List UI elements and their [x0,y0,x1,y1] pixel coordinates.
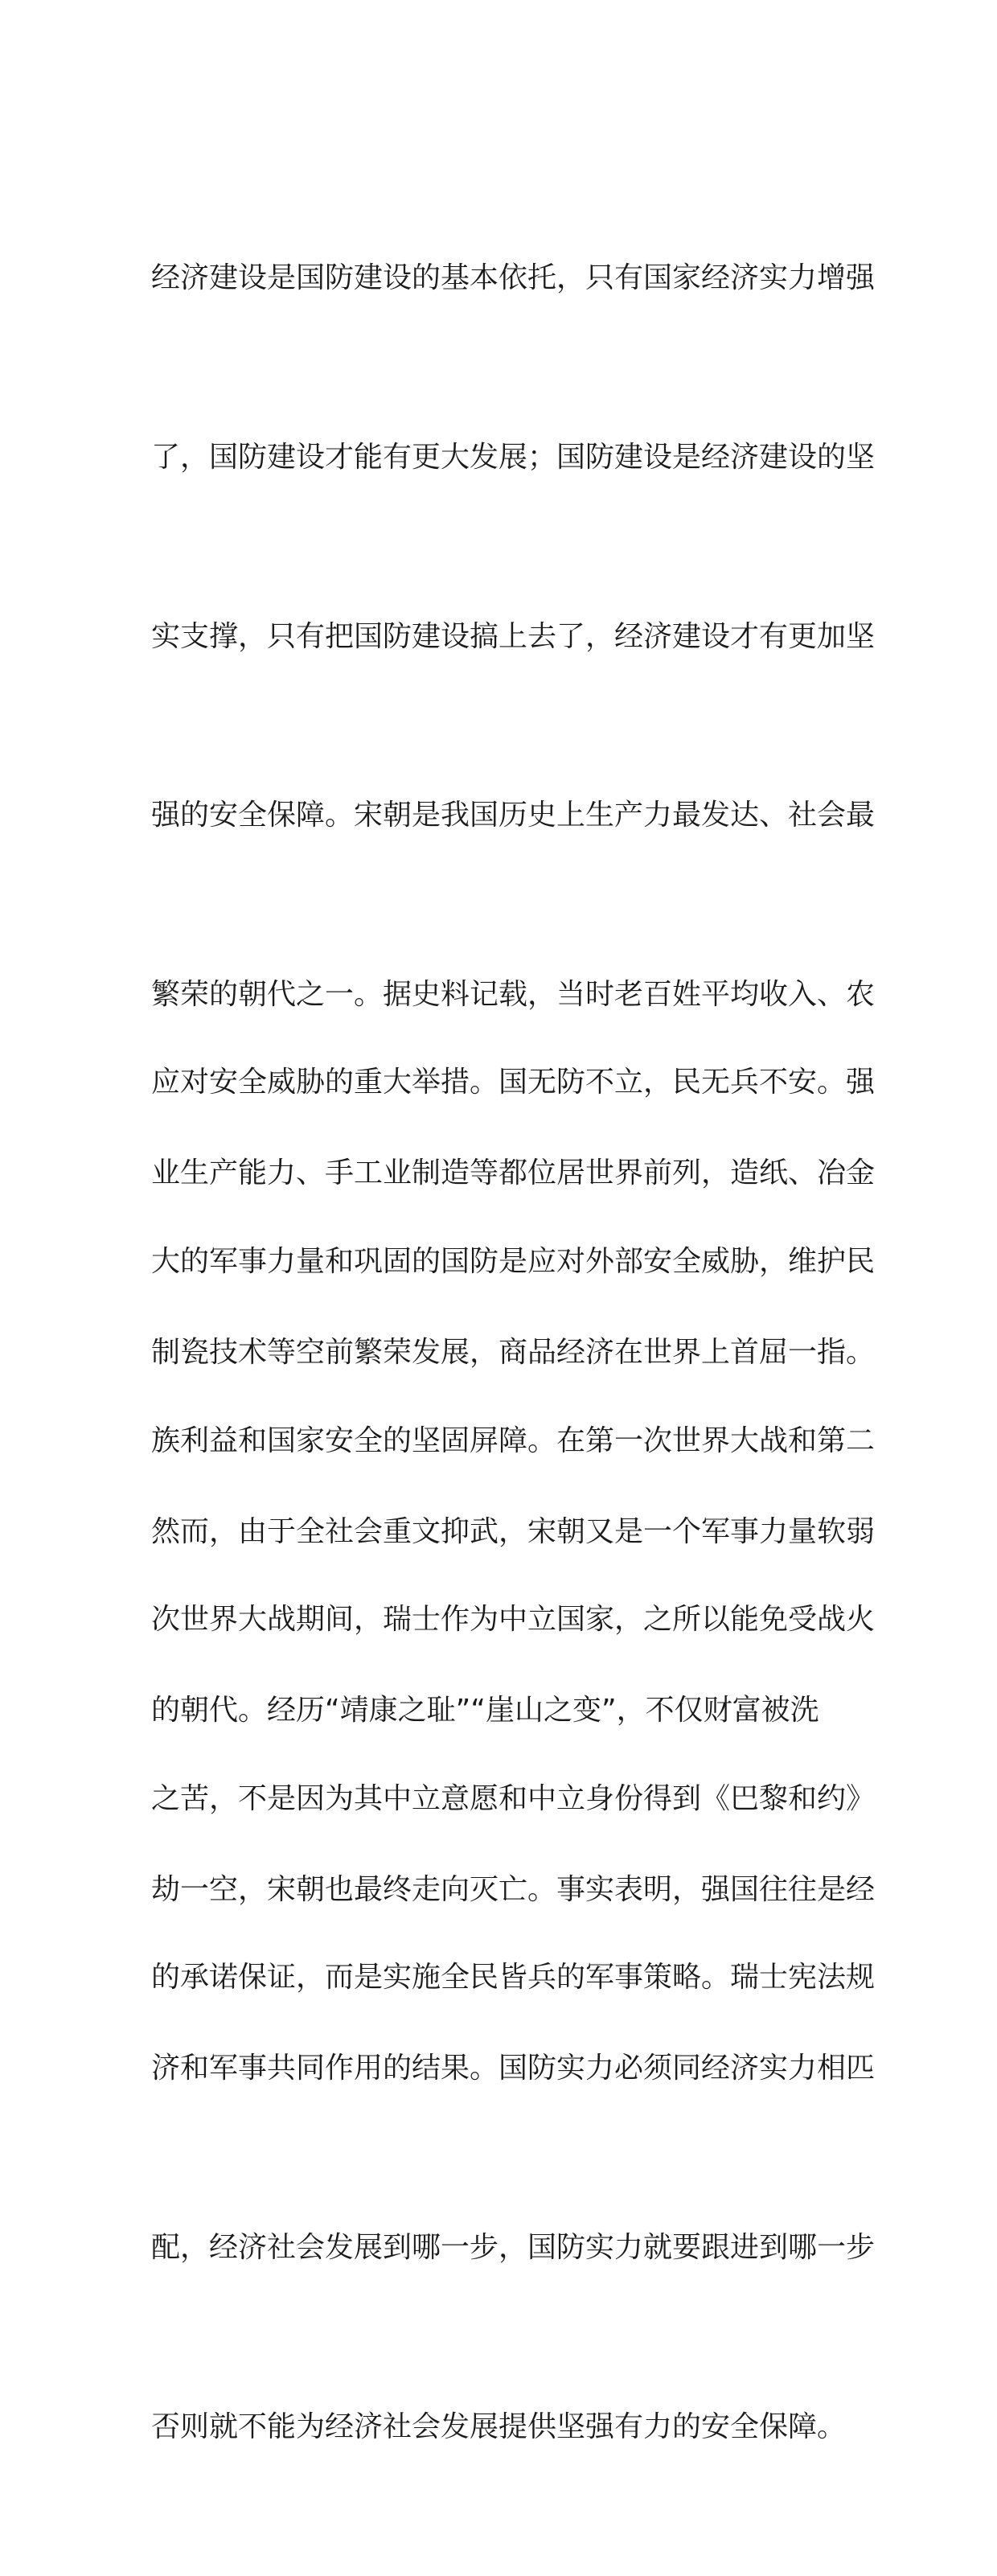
text-line: 应对安全威胁的重大举措。国无防不立，民无兵不安。强 [151,1066,876,1099]
text-line: 然而，由于全社会重文抑武，宋朝又是一个军事力量软弱 [151,1514,876,1548]
text-line: 经济建设是国防建设的基本依托，只有国家经济实力增强 [151,261,876,295]
text-line: 大的军事力量和巩固的国防是应对外部安全威胁，维护民 [151,1245,876,1278]
text-line: 之苦，不是因为其中立意愿和中立身份得到《巴黎和约》 [151,1781,876,1815]
text-line: 制瓷技术等空前繁荣发展，商品经济在世界上首屈一指。 [151,1335,876,1369]
text-line: 的朝代。经历“靖康之耻”“崖山之变”，不仅财富被洗 [151,1694,819,1728]
text-line: 次世界大战期间，瑞士作为中立国家，之所以能免受战火 [151,1603,876,1637]
text-line: 业生产能力、手工业制造等都位居世界前列，造纸、冶金 [151,1157,876,1190]
text-line: 的承诺保证，而是实施全民皆兵的军事策略。瑞士宪法规 [151,1961,876,1995]
paragraph-security-threats [151,934,876,2127]
text-line: 繁荣的朝代之一。据史料记载，当时老百姓平均收入、农 [151,977,876,1011]
text-line: 了，国防建设才能有更大发展；国防建设是经济建设的坚 [151,441,876,474]
text-line: 济和军事共同作用的结果。国防实力必须同经济实力相匹 [151,2052,876,2085]
text-line: 劫一空，宋朝也最终走向灭亡。事实表明，强国往往是经 [151,1872,876,1906]
text-line: 实支撑，只有把国防建设搞上去了，经济建设才有更加坚 [151,619,876,653]
text-line: 配，经济社会发展到哪一步，国防实力就要跟进到哪一步 [151,2230,876,2264]
text-line: 族利益和国家安全的坚固屏障。在第一次世界大战和第二 [151,1424,876,1457]
text-line: 否则就不能为经济社会发展提供坚强有力的安全保障。 [151,2410,847,2443]
text-line: 强的安全保障。宋朝是我国历史上生产力最发达、社会最 [151,799,876,832]
